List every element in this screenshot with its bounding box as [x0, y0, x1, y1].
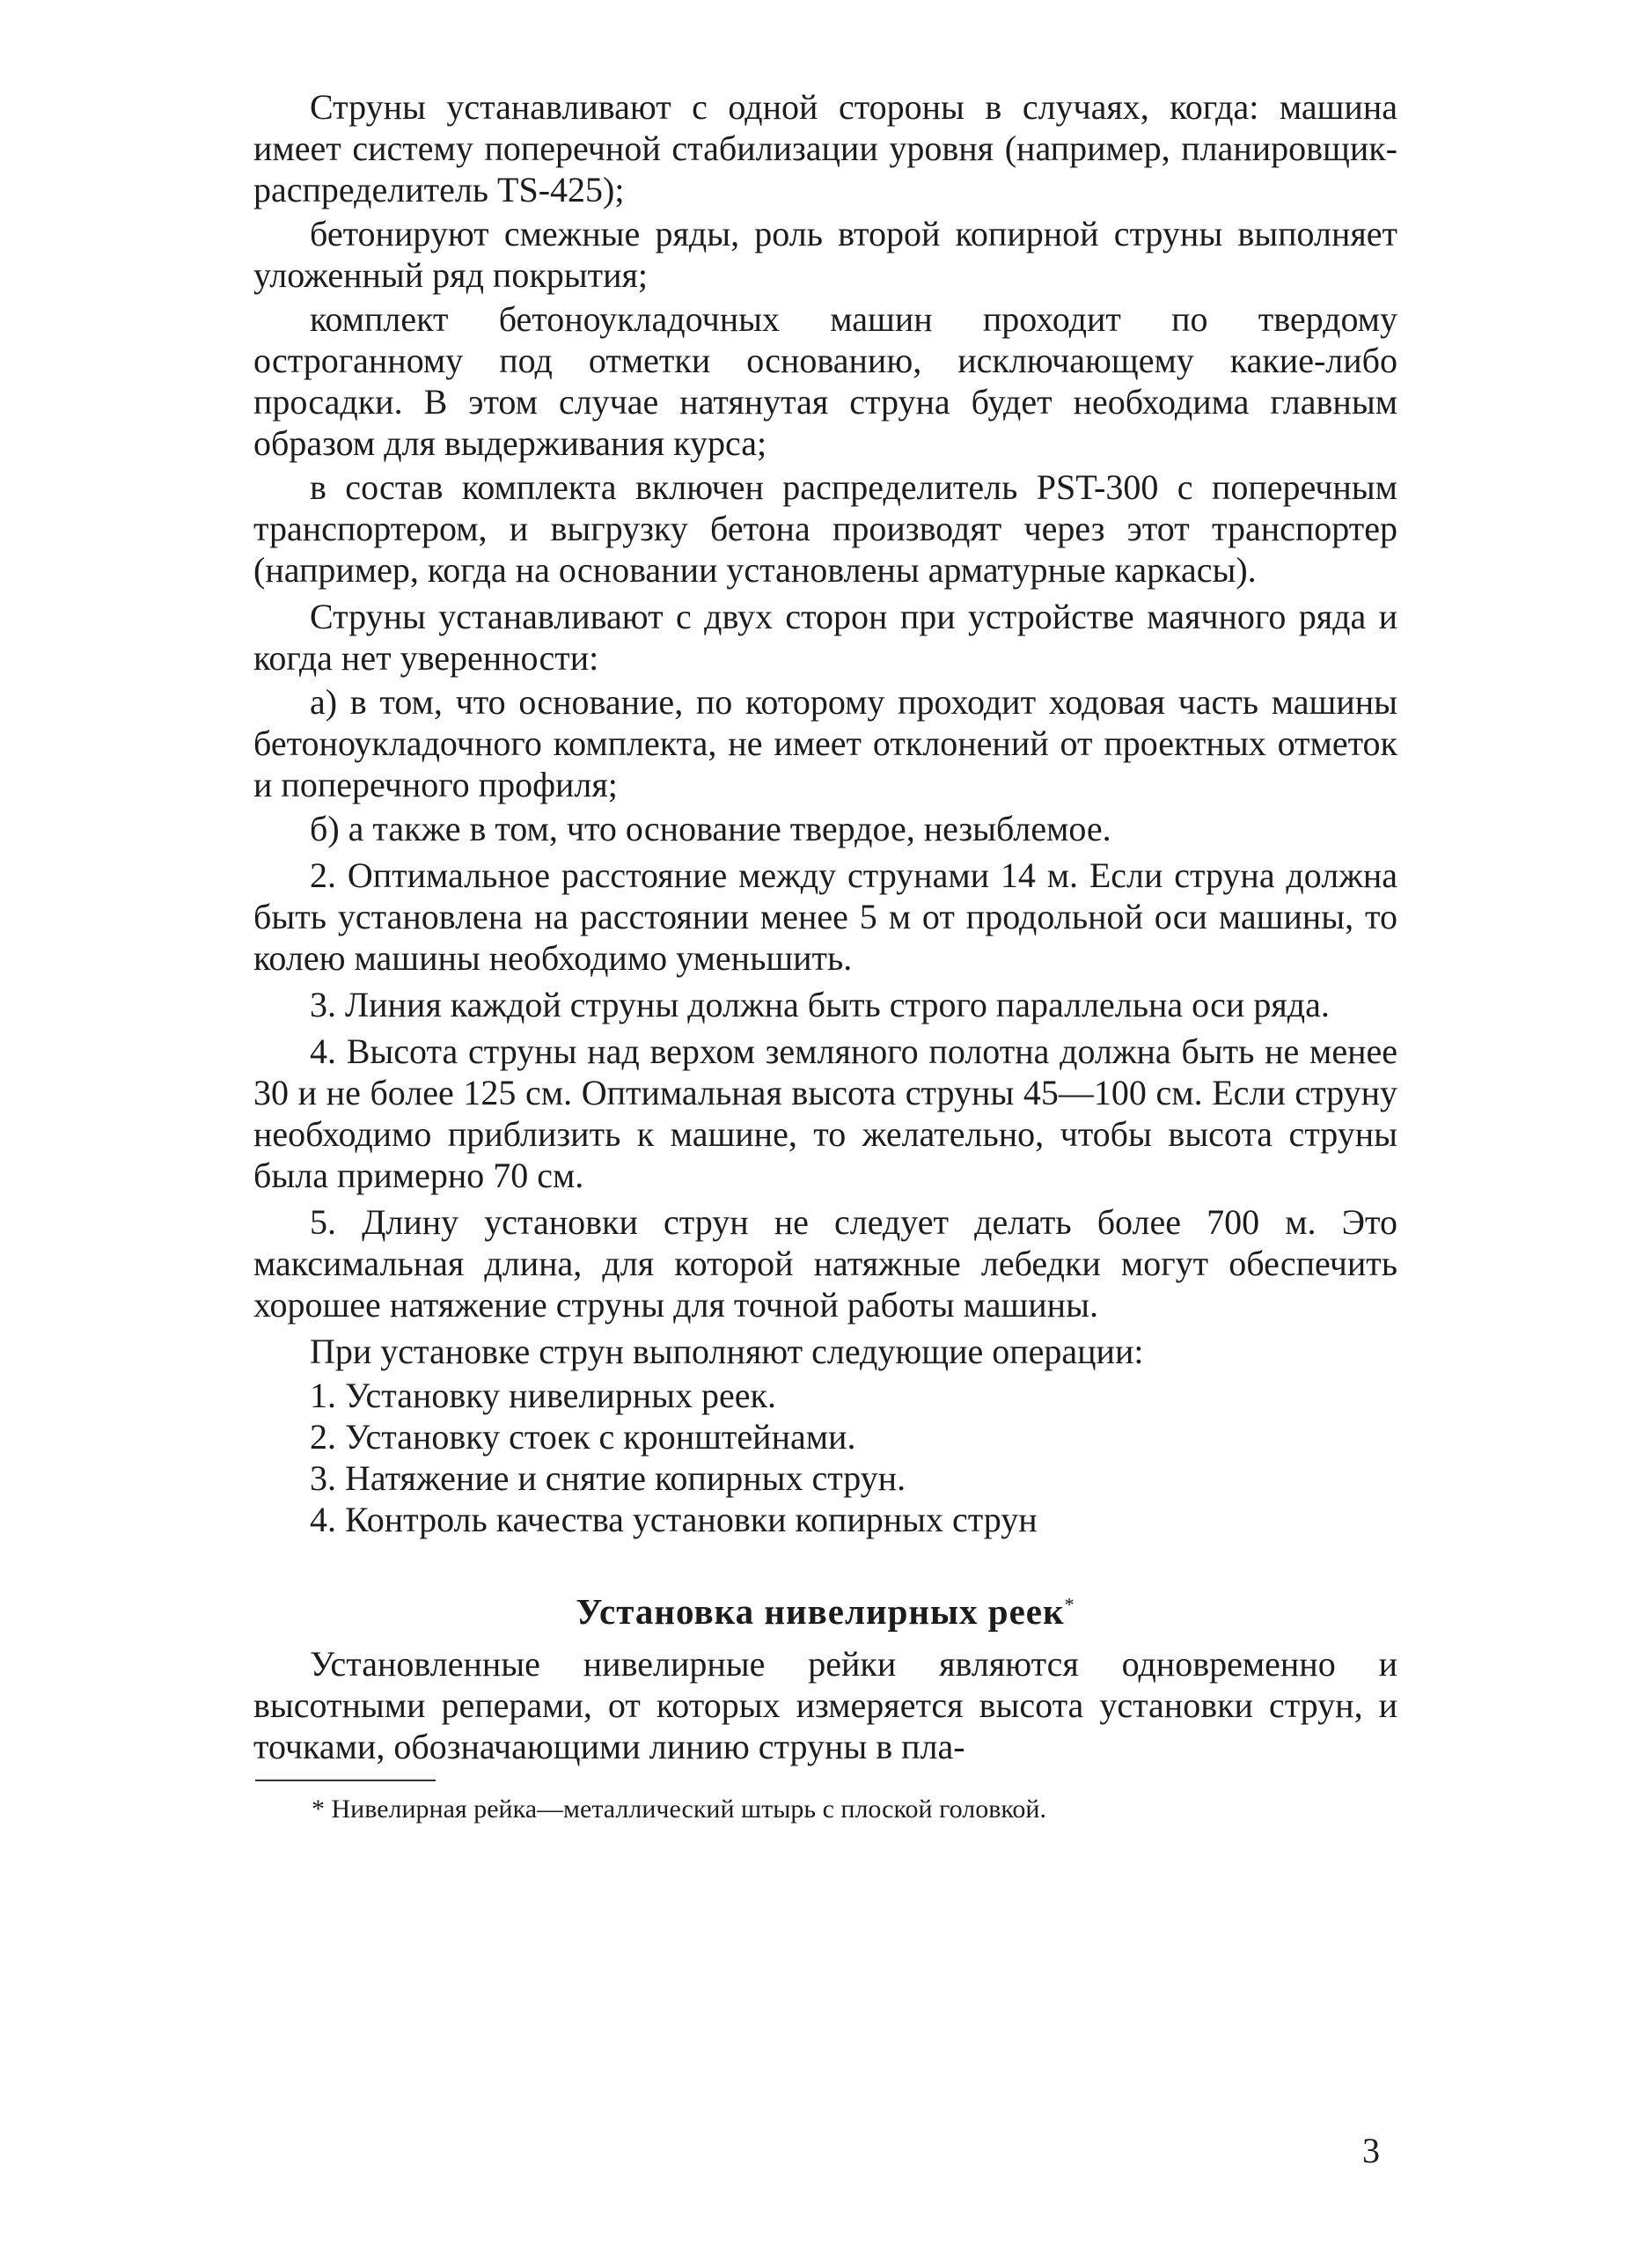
paragraph-distributor: в состав комплекта включен распределитель PST-300 с поперечным транспортером, и выгрузку бетона производят через этот транспортер (например, когда на основании установлены арматурные каркасы).: [253, 467, 1397, 590]
paragraph-adjacent-rows: бетонируют смежные ряды, роль второй копирной струны выполняет уложенный ряд покрытия;: [253, 214, 1397, 295]
footnote-divider: [255, 1780, 436, 1781]
paragraph-point-2: 2. Оптимальное расстояние между струнами 14 м. Если струна должна быть установлена на расстоянии менее 5 м от продольной оси машины, то колею машины необходимо уменьшить.: [253, 855, 1397, 978]
paragraph-one-side-intro: Струны устанавливают с одной стороны в случаях, когда: машина имеет систему поперечной стабилизации уровня (например, планировщик-распределитель TS-425);: [253, 87, 1397, 209]
paragraph-item-b: б) а также в том, что основание твердое, незыблемое.: [310, 809, 1111, 848]
paragraph-solid-base: комплект бетоноукладочных машин проходит по твердому остроганному под отметки основанию, исключающему какие-либо просадки. В этом случае натянутая струна будет необходима главным образом для выдерживания курса;: [253, 299, 1397, 463]
operations-list: [253, 1375, 1397, 1540]
list-item: 2. Установку стоек с кронштейнами.: [310, 1417, 856, 1457]
paragraph-section-body: Установленные нивелирные рейки являются одновременно и высотными реперами, от которых измеряется высота установки струн, и точками, обозначающими линию струны в пла-: [253, 1644, 1397, 1766]
list-item: 3. Натяжение и снятие копирных струн.: [310, 1458, 906, 1498]
section-heading: [253, 1591, 1397, 1633]
paragraph-point-3: 3. Линия каждой струны должна быть строго параллельна оси ряда.: [310, 985, 1330, 1024]
list-item: 1. Установку нивелирных реек.: [310, 1376, 776, 1415]
document-page: [253, 86, 1397, 2242]
list-item: 4. Контроль качества установки копирных струн: [310, 1500, 1038, 1539]
page-number: 3: [1362, 2131, 1380, 2170]
footnote: * Нивелирная рейка—металлический штырь с плоской головкой.: [312, 1795, 1046, 1824]
paragraph-item-a: а) в том, что основание, по которому проходит ходовая часть машины бетоноукладочного комплекта, не имеет отклонений от проектных отметок и поперечного профиля;: [253, 682, 1397, 804]
paragraph-point-4: 4. Высота струны над верхом земляного полотна должна быть не менее 30 и не более 125 см. Оптимальная высота струны 45—100 см. Если струну необходимо приблизить к машине, то желательно, чтобы высота струны была примерно 70 см.: [253, 1031, 1397, 1195]
paragraph-point-5: 5. Длину установки струн не следует делать более 700 м. Это максимальная длина, для которой натяжные лебедки могут обеспечить хорошее натяжение струны для точной работы машины.: [253, 1202, 1397, 1325]
paragraph-operations-intro: При установке струн выполняют следующие операции:: [310, 1332, 1144, 1371]
section-heading-text: Установка нивелирных реек: [576, 1591, 1065, 1632]
footnote-mark: *: [1064, 1593, 1075, 1616]
paragraph-two-sides: Струны устанавливают с двух сторон при устройстве маячного ряда и когда нет уверенности:: [253, 597, 1397, 678]
